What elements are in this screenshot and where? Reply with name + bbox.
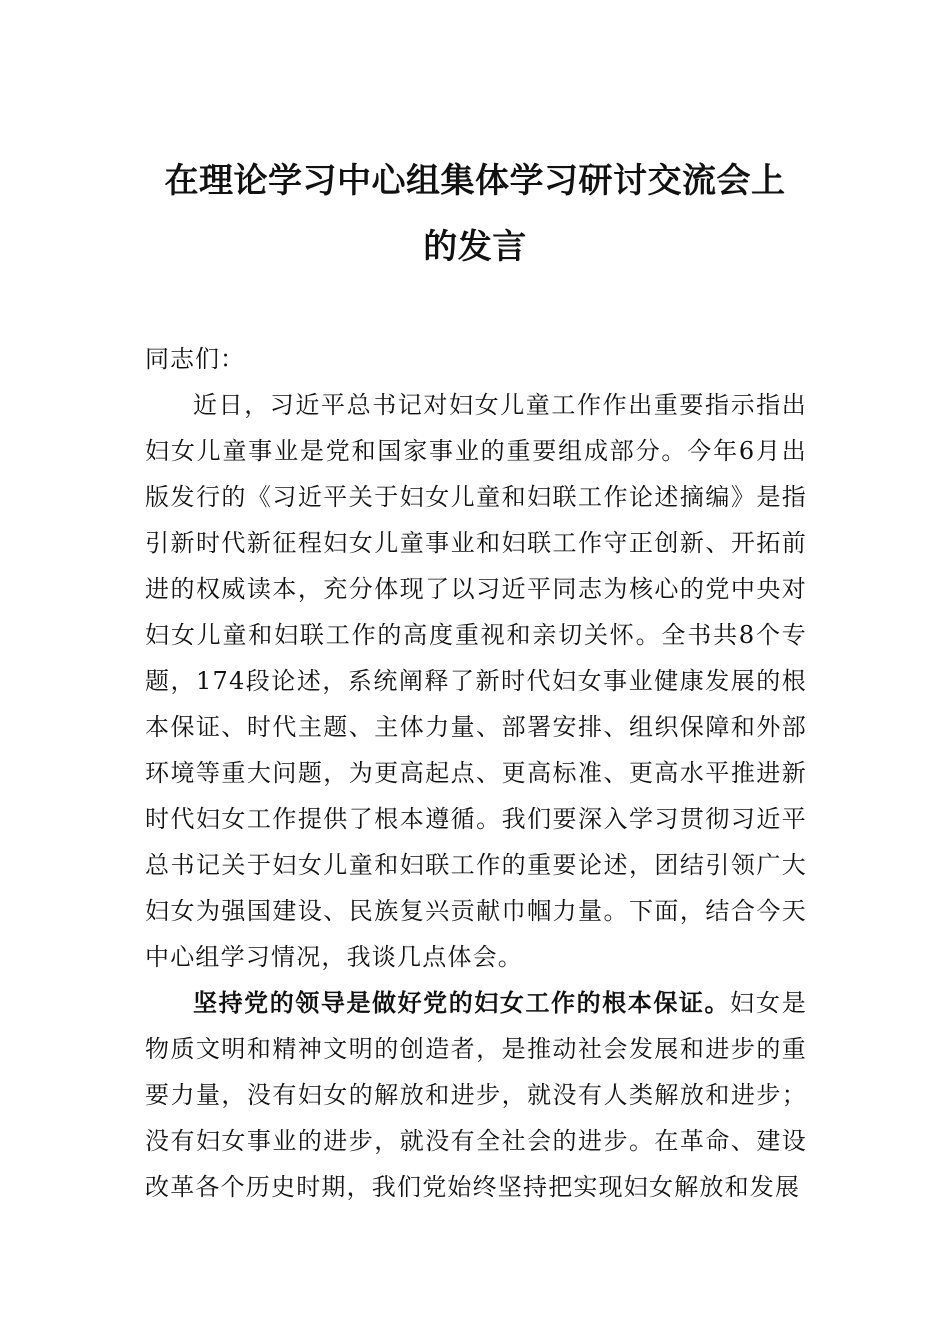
paragraph-2-lead: 坚持党的领导是做好党的妇女工作的根本保证。: [193, 989, 731, 1017]
title-line-2: 的发言: [423, 227, 527, 267]
paragraph-1: 近日，习近平总书记对妇女儿童工作作出重要指示指出妇女儿童事业是党和国家事业的重要组成部分。今年6月出版发行的《习近平关于妇女儿童和妇联工作论述摘编》是指引新时代新征程妇女儿童事业和妇联工作守正创新、开拓前进的权威读本，充分体现了以习近平同志为核心的党中央对妇女儿童和妇联工作的高度重视和亲切关怀。全书共8个专题，174段论述，系统阐释了新时代妇女事业健康发展的根本保证、时代主题、主体力量、部署安排、组织保障和外部环境等重大问题，为更高起点、更高标准、更高水平推进新时代妇女工作提供了根本遵循。我们要深入学习贯彻习近平总书记关于妇女儿童和妇联工作的重要论述，团结引领广大妇女为强国建设、民族复兴贡献巾帼力量。下面，结合今天中心组学习情况，我谈几点体会。: [145, 391, 807, 971]
paragraph-2: [145, 980, 807, 1210]
document-title: [145, 148, 805, 280]
document-body: [145, 336, 807, 1210]
salutation: 同志们：: [145, 345, 245, 373]
paragraph-2-body: 妇女是物质文明和精神文明的创造者，是推动社会发展和进步的重要力量，没有妇女的解放和进步，就没有人类解放和进步；没有妇女事业的进步，就没有全社会的进步。在革命、建设改革各个历史时期，我们党始终坚持把实现妇女解放和发展: [145, 989, 807, 1201]
title-line-1: 在理论学习中心组集体学习研讨交流会上: [164, 161, 786, 201]
